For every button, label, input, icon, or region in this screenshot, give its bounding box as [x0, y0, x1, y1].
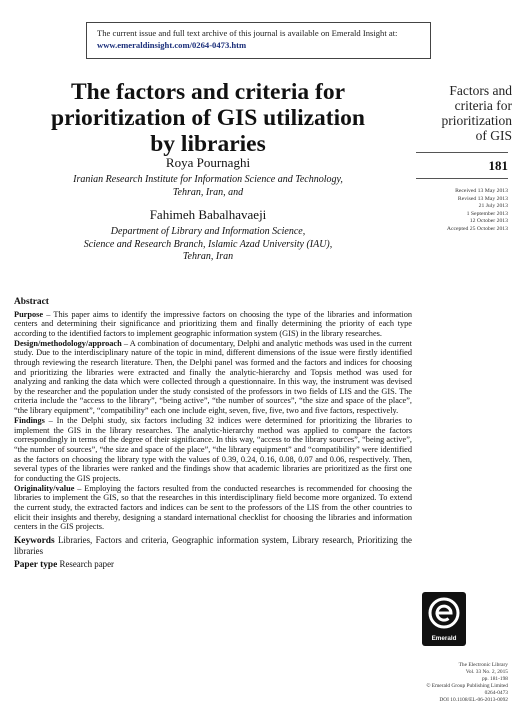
notice-text: The current issue and full text archive of this journal is available on Emerald Insight at:	[97, 28, 398, 38]
journal-line: DOI 10.1108/EL-06-2013-0092	[439, 697, 508, 703]
section-text: – Employing the factors resulted from the conducted researches is recommended for choosing the libraries to implement the GIS, so that the researches in this interdisciplinary field become more organized. To extend the current study, the extracted factors and indices can be sent to the professors of the LIS from the other countries to elicit their insights and thereby, designing a standard international checklist for choosing the libraries and information centers in the GIS projects.	[14, 483, 412, 532]
section-label: Purpose	[14, 309, 44, 319]
journal-line: 0264-0473	[484, 690, 508, 696]
section-label: Keywords	[14, 535, 55, 546]
running-title	[410, 83, 512, 143]
emerald-logo	[422, 592, 466, 646]
sidebar-divider	[416, 152, 508, 153]
section-text: – A combination of documentary, Delphi and analytic methods was used in the current study. Due to the interdisciplinary nature of the topic in mind, different dimensions of the issue were firstly identified through reviewing the research literature. Then, the Delphi panel was formed and the factors and indices for choosing and prioritizing the libraries were extracted and finally the analytic-hierarchy and Topsis method was used for analyzing and ranking the data which were collected through a questionnaire. In this way, the instrument was devised by the researcher and the population under the study consisted of the professors in two fields of LIS and the GIS. The criteria include the “access to the library”, “being active”, “the number of sources”, “the size and space of the place”, “the library equipment”, “compatibility” each one include eight, seven, five, five, two and five factors, respectively.	[14, 338, 412, 416]
running-title-line: of GIS	[475, 128, 512, 143]
date-line: 1 September 2013	[466, 210, 508, 217]
section-label: Paper type	[14, 559, 58, 570]
affiliation-line: Iranian Research Institute for Information Science and Technology,	[73, 174, 343, 185]
submission-dates	[416, 188, 508, 233]
running-title-line: criteria for	[454, 98, 512, 113]
section-text: – In the Delphi study, six factors including 32 indices were determined for prioritizing the libraries to implement the GIS in the library researches. The analytic-hierarchy method was applied to compare the factors correspondingly in terms of the degree of their significance. In this way, “access to the library sources”, “being active”, “the number of sources”, “the size and space of the place”, “the library equipment” and “compatibility” were identified as the factors on choosing the library type with the values of 0.39, 0.24, 0.16, 0.08, 0.07 and 0.06, respectively. Then, several types of the libraries were ranked and the findings show that academic libraries are prioritized as the first one for conducting the GIS projects.	[14, 416, 412, 483]
journal-line: The Electronic Library	[458, 662, 508, 668]
journal-url-link[interactable]: www.emeraldinsight.com/0264-0473.htm	[97, 40, 247, 50]
article-title	[14, 79, 402, 157]
abstract-originality	[14, 484, 412, 532]
journal-line: Vol. 33 No. 2, 2015	[465, 669, 508, 675]
paper-type	[14, 560, 412, 571]
title-line: prioritization of GIS utilization	[51, 105, 365, 131]
keywords	[14, 535, 412, 556]
running-title-line: Factors and	[449, 83, 512, 98]
abstract-design	[14, 339, 412, 416]
author-name: Roya Pournaghi	[165, 155, 251, 170]
date-line: Received 13 May 2013	[455, 188, 508, 194]
affiliation-line: Tehran, Iran, and	[172, 186, 244, 198]
section-label: Design/methodology/approach	[14, 338, 122, 348]
section-text: Research paper	[57, 558, 114, 569]
title-line: The factors and criteria for	[70, 79, 346, 105]
abstract-section	[14, 298, 412, 571]
abstract-findings	[14, 416, 412, 483]
title-line: by libraries	[150, 131, 266, 157]
emerald-e-logo-icon	[428, 597, 460, 629]
sidebar-divider	[416, 178, 508, 179]
affiliation-line: Department of Library and Information Science,	[110, 226, 306, 237]
journal-availability-notice	[86, 22, 431, 59]
section-text: Libraries, Factors and criteria, Geographic information system, Library research, Prioritizing the libraries	[14, 534, 412, 556]
section-label: Findings	[14, 416, 45, 426]
author-affiliation	[14, 174, 402, 199]
journal-line: © Emerald Group Publishing Limited	[426, 683, 508, 689]
author-affiliation	[14, 226, 402, 264]
date-line: 12 October 2013	[469, 218, 508, 224]
section-label: Originality/value	[14, 483, 75, 493]
journal-citation	[416, 662, 508, 704]
abstract-purpose	[14, 310, 412, 339]
date-line: 21 July 2013	[478, 203, 508, 209]
abstract-heading: Abstract	[14, 297, 49, 307]
journal-line: pp. 181-198	[481, 676, 508, 682]
logo-wordmark: Emerald	[431, 635, 457, 642]
page-number: 181	[488, 158, 508, 173]
affiliation-line: Science and Research Branch, Islamic Azad University (IAU),	[83, 238, 333, 250]
author-name: Fahimeh Babalhavaeji	[149, 207, 267, 222]
date-line: Revised 13 May 2013	[457, 195, 508, 202]
affiliation-line: Tehran, Iran	[182, 251, 234, 262]
date-line: Accepted 25 October 2013	[446, 225, 508, 232]
running-title-line: prioritization	[441, 113, 512, 128]
section-text: – This paper aims to identify the impressive factors on choosing the type of the libraries and information centers and determining their significance and prioritizing them and finally determining the priority of each type according to the identified factors to implement geographic information system (GIS) in the library researches.	[14, 309, 412, 338]
